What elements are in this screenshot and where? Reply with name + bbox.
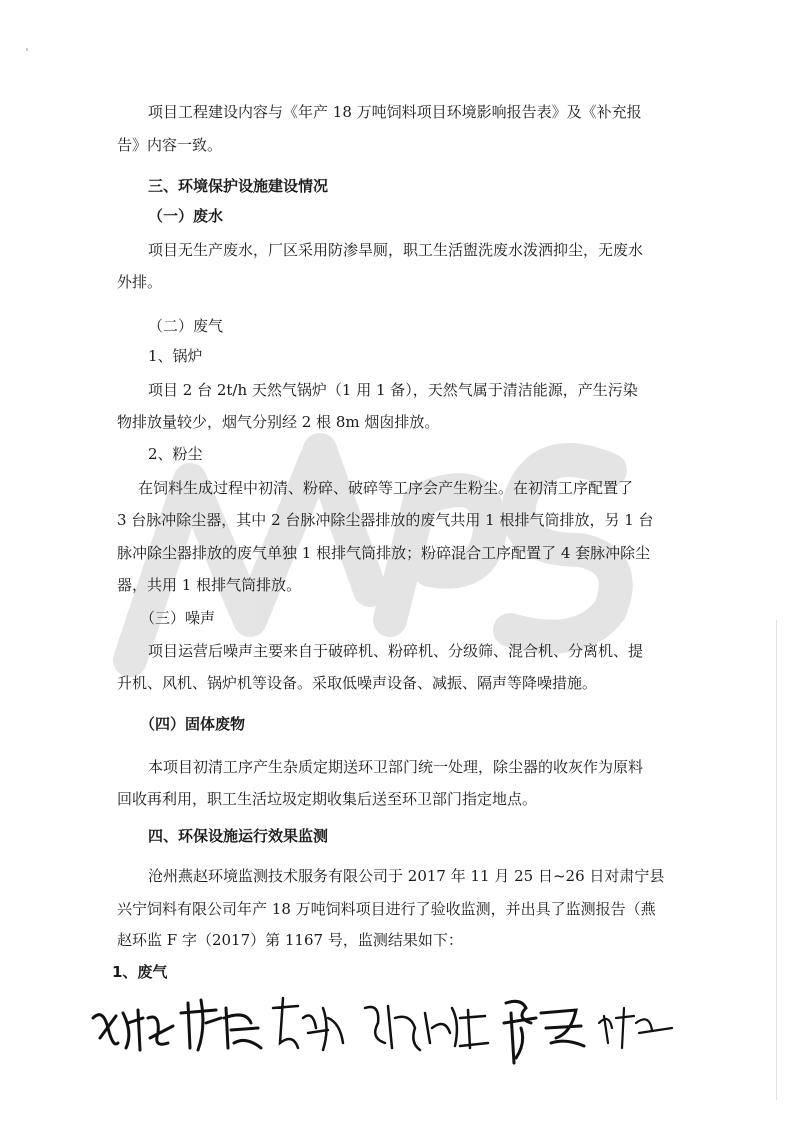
paragraph-line: 物排放量较少，烟气分别经 2 根 8m 烟囱排放。 <box>117 413 440 431</box>
paragraph-line: 告》内容一致。 <box>117 136 223 154</box>
signature-row <box>88 988 688 1068</box>
paragraph-line: 回收再利用，职工生活垃圾定期收集后送至环卫部门指定地点。 <box>117 790 538 808</box>
subsection-heading: （三）噪声 <box>140 609 216 627</box>
paragraph-line: 沧州燕赵环境监测技术服务有限公司于 2017 年 11 月 25 日~26 日对肃宁县 <box>148 867 665 885</box>
paragraph-line: 在饲料生成过程中初清、粉碎、破碎等工序会产生粉尘。在初清工序配置了 <box>138 479 634 497</box>
signature-name <box>594 988 674 1068</box>
paragraph-line: 升机、风机、锅炉机等设备。采取低噪声设备、减振、隔声等降噪措施。 <box>117 674 598 692</box>
signature-name <box>360 988 490 1068</box>
item-heading: 2、粉尘 <box>148 445 203 463</box>
item-heading: 1、锅炉 <box>148 347 203 365</box>
paragraph-line: 3 台脉冲除尘器，其中 2 台脉冲除尘器排放的废气共用 1 根排气筒排放，另 1 台 <box>117 511 654 529</box>
scan-edge-mark <box>776 620 777 1100</box>
paragraph-line: 器，共用 1 根排气筒排放。 <box>117 576 302 594</box>
paragraph-line: 外排。 <box>117 273 163 291</box>
paragraph-line: 项目 2 台 2t/h 天然气锅炉（1 用 1 备），天然气属于清洁能源，产生污染 <box>148 381 638 399</box>
section-heading: 三、环境保护设施建设情况 <box>148 177 329 195</box>
signature-name <box>496 988 586 1068</box>
item-heading: 1、废气 <box>112 963 168 981</box>
signature-name <box>176 988 266 1068</box>
paragraph-line: 赵环监 F 字（2017）第 1167 号，监测结果如下： <box>117 931 463 949</box>
subsection-heading: （一）废水 <box>148 207 224 225</box>
paragraph-line: 项目工程建设内容与《年产 18 万吨饲料项目环境影响报告表》及《补充报 <box>148 103 642 121</box>
paragraph-line: 兴宁饲料有限公司年产 18 万吨饲料项目进行了验收监测，并出具了监测报告（燕 <box>117 900 656 918</box>
subsection-heading: （四）固体废物 <box>140 715 246 733</box>
section-heading: 四、环保设施运行效果监测 <box>148 827 329 845</box>
signature-label <box>88 988 178 1068</box>
paragraph-line: 本项目初清工序产生杂质定期送环卫部门统一处理，除尘器的收灰作为原料 <box>148 758 644 776</box>
paragraph-line: 脉冲除尘器排放的废气单独 1 根排气筒排放；粉碎混合工序配置了 4 套脉冲除尘 <box>117 544 651 562</box>
paragraph-line: 项目无生产废水，厂区采用防渗旱厕，职工生活盥洗废水泼洒抑尘，无废水 <box>148 241 644 259</box>
scan-dot <box>26 48 28 51</box>
paragraph-line: 项目运营后噪声主要来自于破碎机、粉碎机、分级筛、混合机、分离机、提 <box>148 642 644 660</box>
signature-name <box>268 988 348 1068</box>
subsection-heading: （二）废气 <box>148 317 224 335</box>
